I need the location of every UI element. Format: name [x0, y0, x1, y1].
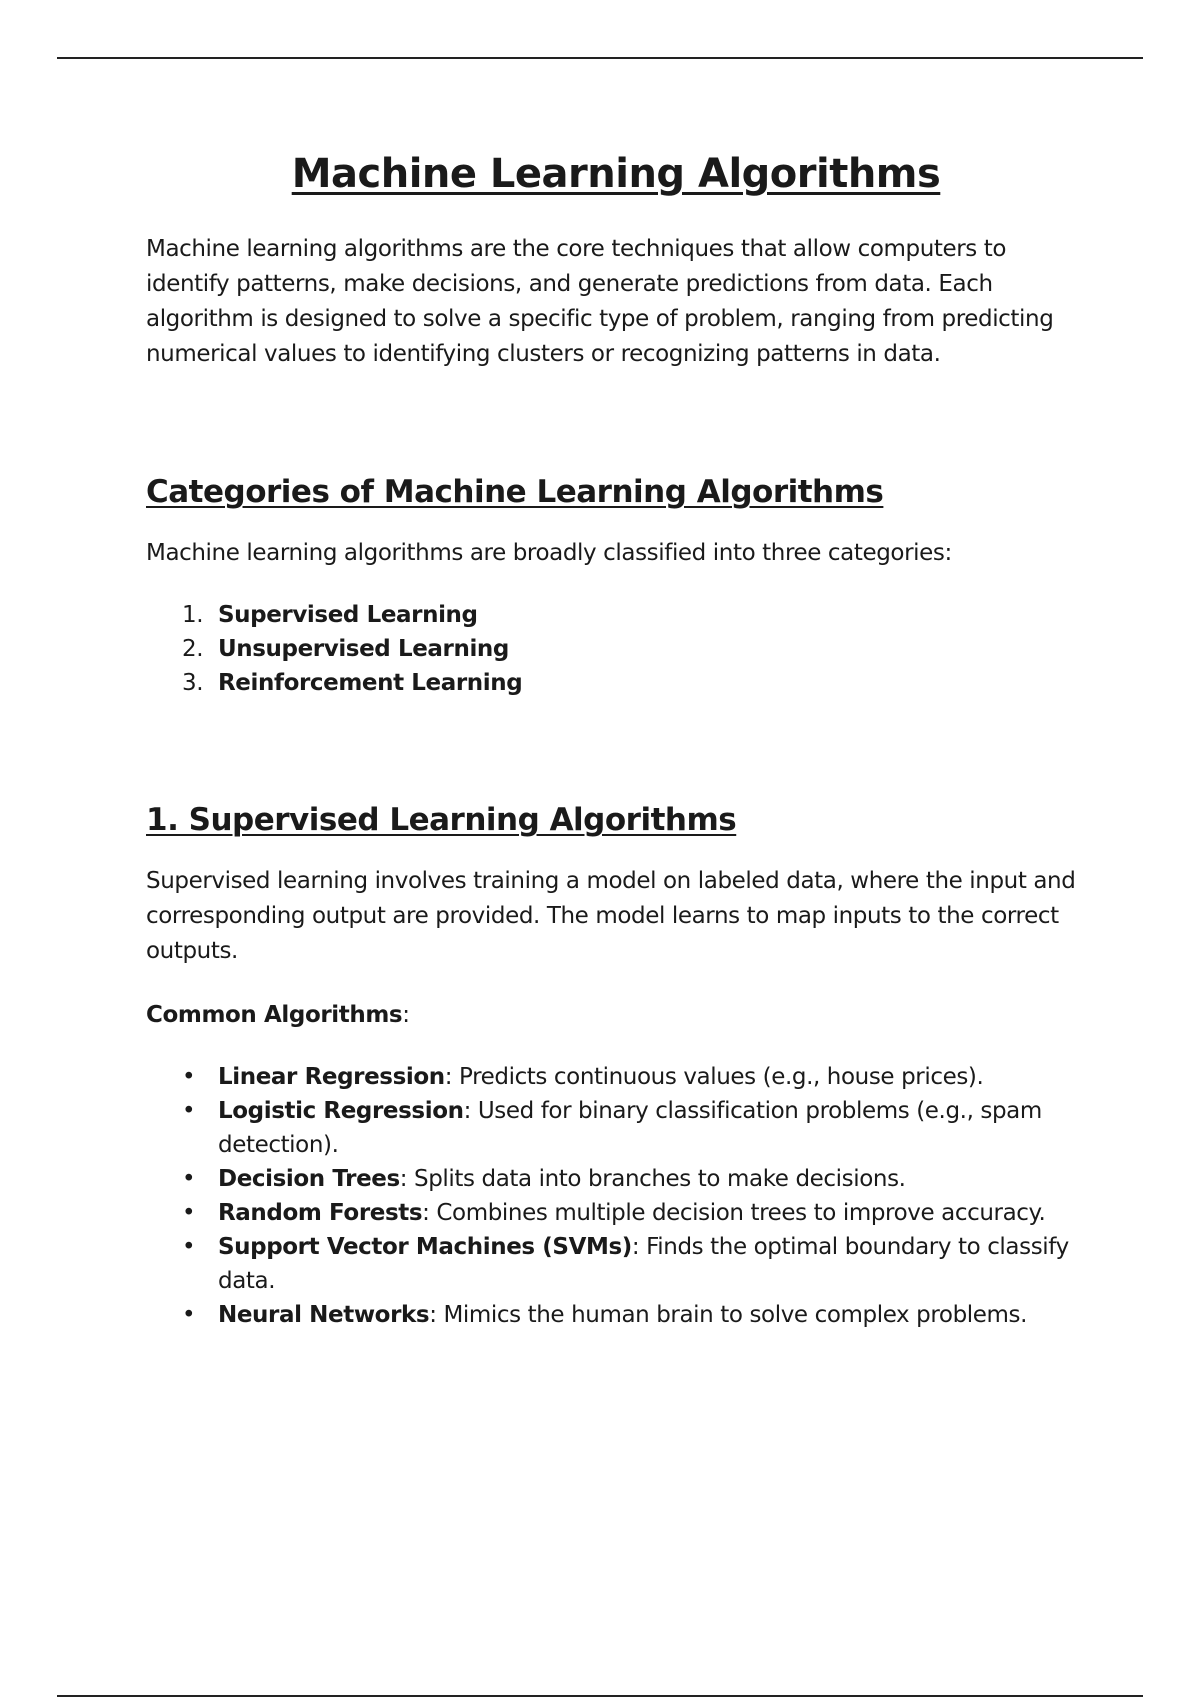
algorithm-item	[146, 1196, 1086, 1230]
category-item	[146, 632, 1086, 666]
algorithm-description: : Mimics the human brain to solve complex problems.	[429, 1302, 1028, 1328]
algorithm-item	[146, 1094, 1086, 1162]
list-number: 2.	[182, 636, 204, 662]
categories-list	[146, 598, 1086, 700]
document-title: Machine Learning Algorithms	[291, 151, 941, 197]
category-label: Reinforcement Learning	[218, 670, 523, 696]
algorithm-description: : Used for binary classification problems (e.g., spam detection).	[218, 1098, 1042, 1158]
supervised-heading: 1. Supervised Learning Algorithms	[146, 802, 737, 838]
bullet-icon: •	[182, 1234, 196, 1260]
bullet-icon: •	[182, 1200, 196, 1226]
common-algorithms-title: Common Algorithms	[146, 1002, 403, 1028]
algorithm-description: : Splits data into branches to make decisions.	[399, 1166, 906, 1192]
algorithm-term: Linear Regression	[218, 1064, 445, 1090]
categories-intro: Machine learning algorithms are broadly classified into three categories:	[146, 540, 952, 566]
category-label: Supervised Learning	[218, 602, 478, 628]
algorithm-term: Random Forests	[218, 1200, 423, 1226]
bullet-icon: •	[182, 1098, 196, 1124]
algorithm-term: Logistic Regression	[218, 1098, 464, 1124]
bullet-icon: •	[182, 1302, 196, 1328]
algorithm-item	[146, 1060, 1086, 1094]
algorithms-list	[146, 1060, 1086, 1332]
algorithm-description: : Predicts continuous values (e.g., house prices).	[444, 1064, 984, 1090]
list-number: 3.	[182, 670, 204, 696]
algorithm-description: : Finds the optimal boundary to classify data.	[218, 1234, 1069, 1294]
algorithm-term: Support Vector Machines (SVMs)	[218, 1234, 632, 1260]
algorithm-term: Decision Trees	[218, 1166, 400, 1192]
header-rule	[57, 57, 1143, 59]
supervised-intro: Supervised learning involves training a model on labeled data, where the input and corresponding output are provided. The model learns to map inputs to the correct outputs.	[146, 868, 1076, 964]
category-item	[146, 598, 1086, 632]
bullet-icon: •	[182, 1166, 196, 1192]
document-body	[146, 150, 1086, 1332]
category-label: Unsupervised Learning	[218, 636, 509, 662]
common-algorithms-label	[146, 998, 1086, 1033]
intro-paragraph: Machine learning algorithms are the core techniques that allow computers to identify patterns, make decisions, and generate predictions from data. Each algorithm is designed to solve a specific type of problem, ranging from predicting numerical values to identifying clusters or recognizing patterns in data.	[146, 236, 1054, 367]
categories-heading: Categories of Machine Learning Algorithms	[146, 474, 884, 510]
common-algorithms-colon: :	[402, 1002, 410, 1028]
list-number: 1.	[182, 602, 204, 628]
algorithm-description: : Combines multiple decision trees to improve accuracy.	[422, 1200, 1046, 1226]
algorithm-item	[146, 1162, 1086, 1196]
category-item	[146, 666, 1086, 700]
footer-rule	[57, 1695, 1143, 1697]
algorithm-item	[146, 1298, 1086, 1332]
algorithm-term: Neural Networks	[218, 1302, 430, 1328]
bullet-icon: •	[182, 1064, 196, 1090]
algorithm-item	[146, 1230, 1086, 1298]
